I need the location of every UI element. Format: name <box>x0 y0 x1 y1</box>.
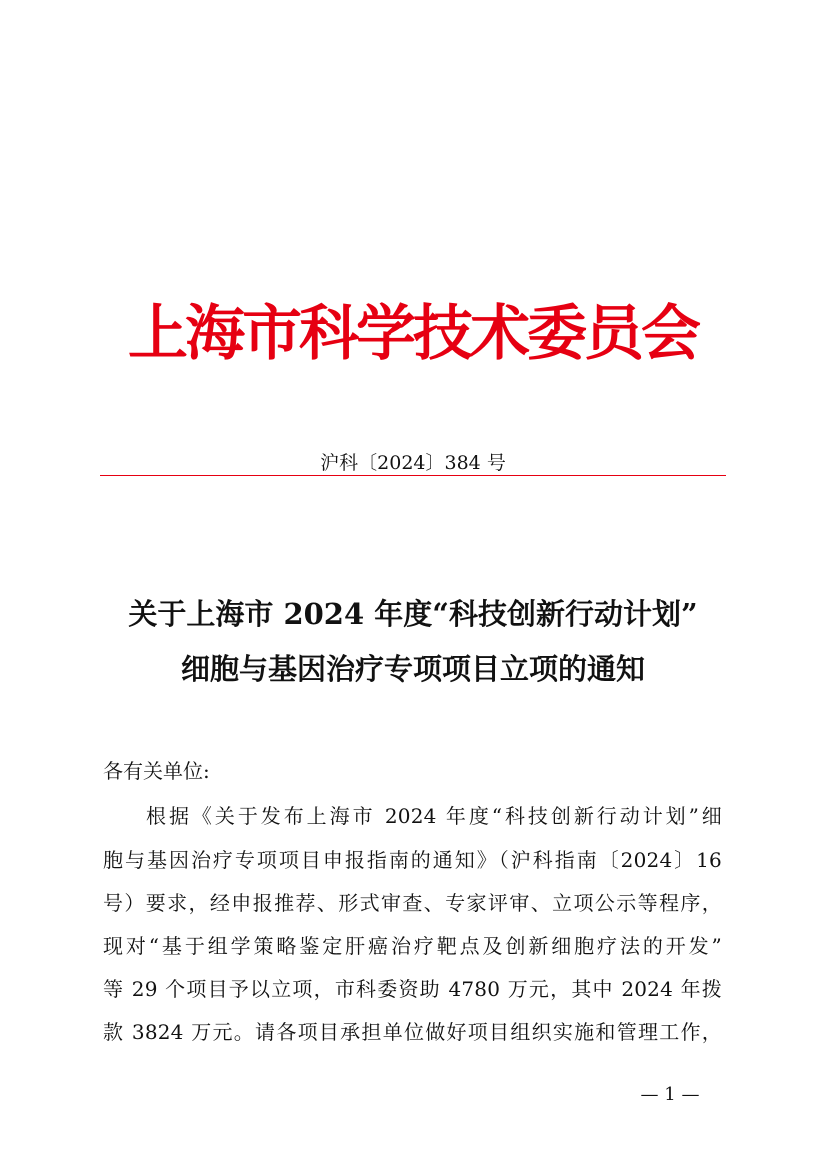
document-title-line-2: 细胞与基因治疗专项项目立项的通知 <box>180 652 645 686</box>
document-title-line-1: 关于上海市 2024 年度“科技创新行动计划” <box>128 597 698 631</box>
salutation: 各有关单位: <box>103 759 210 783</box>
body-paragraph-line-2: 胞与基因治疗专项项目申报指南的通知》（沪科指南〔2024〕16 <box>103 848 722 872</box>
body-paragraph-line-6: 款 3824 万元。请各项目承担单位做好项目组织实施和管理工作， <box>103 1020 722 1044</box>
document-number: 沪科〔2024〕384 号 <box>320 452 506 474</box>
issuer-header: 上海市科学技术委员会 <box>128 299 698 369</box>
body-paragraph-line-1: 根据《关于发布上海市 2024 年度“科技创新行动计划”细 <box>146 804 722 828</box>
red-divider-line <box>100 475 726 476</box>
body-paragraph-line-3: 号）要求，经申报推荐、形式审查、专家评审、立项公示等程序， <box>103 891 722 915</box>
body-paragraph-line-5: 等 29 个项目予以立项，市科委资助 4780 万元，其中 2024 年拨 <box>103 977 722 1001</box>
page-number: — 1 — <box>640 1084 700 1105</box>
body-paragraph-line-4: 现对“基于组学策略鉴定肝癌治疗靶点及创新细胞疗法的开发” <box>103 934 722 958</box>
